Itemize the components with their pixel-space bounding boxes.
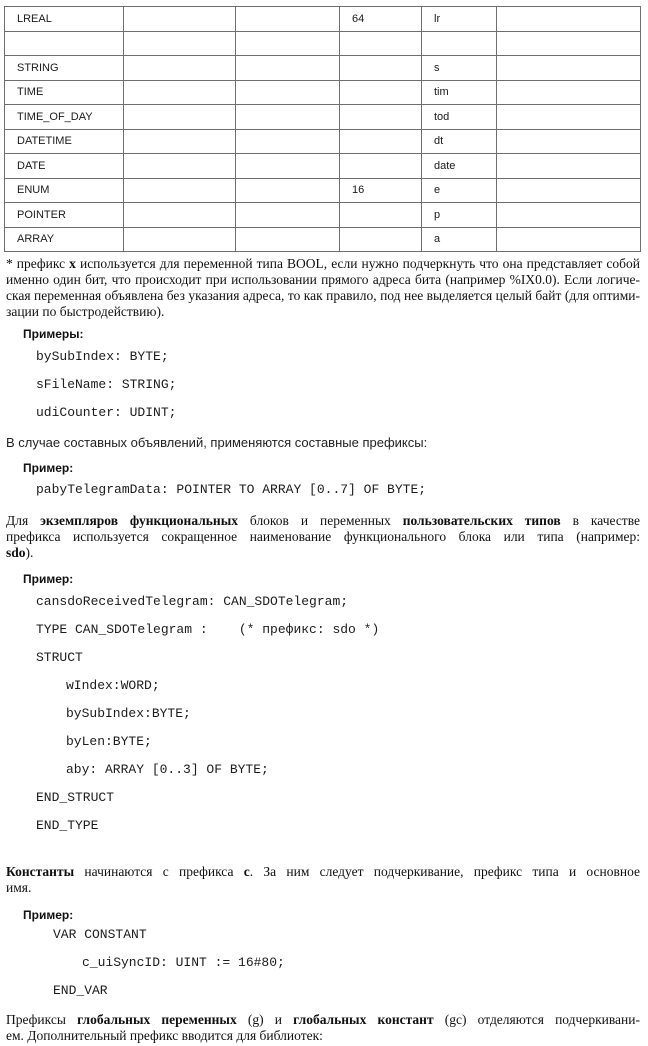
cell-type: TIME (5, 80, 124, 105)
cell-empty (236, 7, 340, 32)
cell-prefix: a (422, 227, 497, 252)
globals-paragraph (6, 1012, 640, 1044)
example-label: Пример: (23, 572, 74, 586)
code-line: END_VAR (53, 983, 108, 998)
cell-prefix: p (422, 203, 497, 228)
cell-empty (124, 7, 236, 32)
code-line: c_uiSyncID: UINT := 16#80; (82, 955, 285, 970)
paragraph-line: Для экземпляров функциональных блоков и переменных пользовательских типов в качестве (6, 513, 640, 528)
cell-type: POINTER (5, 203, 124, 228)
example-label: Пример: (23, 908, 74, 922)
table-row (5, 154, 641, 179)
cell-type: TIME_OF_DAY (5, 105, 124, 130)
table-row (5, 7, 641, 32)
cell-empty (236, 31, 340, 56)
cell-empty (497, 56, 641, 81)
cell-empty (124, 129, 236, 154)
code-block-simple-prefixes (6, 350, 640, 420)
code-line: udiCounter: UDINT; (36, 405, 177, 420)
cell-size-bits (340, 129, 422, 154)
paragraph-line: Префиксы глобальных переменных (g) и глобальных констант (gc) отделяются подчеркивани- (6, 1012, 640, 1027)
example-label: Пример: (23, 461, 74, 475)
cell-type: DATE (5, 154, 124, 179)
code-line: END_STRUCT (36, 790, 115, 805)
paragraph-line: именно один бит, что происходит при использовании прямого адреса бита (например %IX0.0). Если логиче- (6, 272, 640, 287)
cell-size-bits: 16 (340, 178, 422, 203)
table-row (5, 31, 641, 56)
cell-prefix: tim (422, 80, 497, 105)
cell-size-bits (340, 80, 422, 105)
paragraph-line: Константы начинаются с префикса c. За ним следует подчеркивание, префикс типа и основное (6, 864, 640, 879)
cell-prefix: e (422, 178, 497, 203)
paragraph-line: зации по быстродействию). (6, 304, 165, 319)
cell-empty (124, 203, 236, 228)
code-line: VAR CONSTANT (53, 927, 147, 942)
code-line: cansdoReceivedTelegram: CAN_SDOTelegram; (36, 594, 349, 609)
paragraph-line: имя. (6, 880, 32, 895)
cell-size-bits (340, 56, 422, 81)
paragraph-line: sdo). (6, 545, 34, 560)
cell-prefix: date (422, 154, 497, 179)
table-row (5, 80, 641, 105)
footnote-paragraph (6, 256, 640, 320)
cell-type (5, 31, 124, 56)
paragraph-line: ем. Дополнительный префикс вводится для библиотек: (6, 1028, 323, 1043)
cell-type: ENUM (5, 178, 124, 203)
cell-empty (124, 227, 236, 252)
paragraph-line: * префикс x используется для переменной типа BOOL, если нужно подчеркнуть что она представляет собой (6, 256, 640, 271)
cell-prefix (422, 31, 497, 56)
code-line: bySubIndex:BYTE; (66, 706, 191, 721)
cell-prefix: tod (422, 105, 497, 130)
cell-empty (497, 80, 641, 105)
cell-empty (124, 56, 236, 81)
cell-size-bits (340, 203, 422, 228)
cell-empty (236, 105, 340, 130)
cell-type: DATETIME (5, 129, 124, 154)
code-block-composite-prefix (6, 483, 640, 497)
cell-empty (497, 203, 641, 228)
cell-prefix: s (422, 56, 497, 81)
cell-empty (124, 105, 236, 130)
cell-empty (497, 105, 641, 130)
table-row (5, 129, 641, 154)
table-row (5, 203, 641, 228)
constants-paragraph (6, 864, 640, 896)
cell-type: LREAL (5, 7, 124, 32)
cell-empty (236, 227, 340, 252)
cell-empty (236, 203, 340, 228)
cell-size-bits (340, 31, 422, 56)
composite-declarations-paragraph: В случае составных объявлений, применяются составные префиксы: (6, 435, 428, 450)
code-line: STRUCT (36, 650, 83, 665)
code-block-struct-type (6, 595, 640, 833)
cell-size-bits: 64 (340, 7, 422, 32)
cell-empty (497, 31, 641, 56)
code-line: TYPE CAN_SDOTelegram : (* префикс: sdo *) (36, 622, 380, 637)
cell-empty (236, 154, 340, 179)
cell-type: STRING (5, 56, 124, 81)
table-row (5, 227, 641, 252)
cell-type: ARRAY (5, 227, 124, 252)
cell-empty (236, 178, 340, 203)
prefix-table (4, 6, 641, 252)
cell-empty (497, 178, 641, 203)
cell-empty (236, 56, 340, 81)
cell-empty (124, 31, 236, 56)
cell-empty (124, 154, 236, 179)
cell-size-bits (340, 154, 422, 179)
code-line: byLen:BYTE; (66, 734, 152, 749)
cell-empty (236, 80, 340, 105)
code-line: bySubIndex: BYTE; (36, 349, 169, 364)
table-row (5, 178, 641, 203)
instances-paragraph (6, 513, 640, 561)
table-row (5, 105, 641, 130)
cell-empty (124, 80, 236, 105)
table-row (5, 56, 641, 81)
cell-size-bits (340, 105, 422, 130)
code-block-constant (6, 928, 640, 998)
paragraph-line: ская переменная объявлена без указания адреса, то как правило, под нее выделяется целый байт (для оптими- (6, 288, 640, 303)
cell-prefix: lr (422, 7, 497, 32)
cell-empty (497, 227, 641, 252)
cell-empty (497, 7, 641, 32)
code-line: wIndex:WORD; (66, 678, 160, 693)
examples-label: Примеры: (23, 327, 84, 341)
code-line: END_TYPE (36, 818, 99, 833)
cell-empty (497, 129, 641, 154)
cell-empty (124, 178, 236, 203)
code-line: pabyTelegramData: POINTER TO ARRAY [0..7] OF BYTE; (36, 482, 427, 497)
cell-size-bits (340, 227, 422, 252)
code-line: aby: ARRAY [0..3] OF BYTE; (66, 762, 269, 777)
cell-empty (497, 154, 641, 179)
paragraph-line: префикса используется сокращенное наименование функционального блока или типа (например: (6, 529, 640, 544)
cell-prefix: dt (422, 129, 497, 154)
code-line: sFileName: STRING; (36, 377, 177, 392)
cell-empty (236, 129, 340, 154)
